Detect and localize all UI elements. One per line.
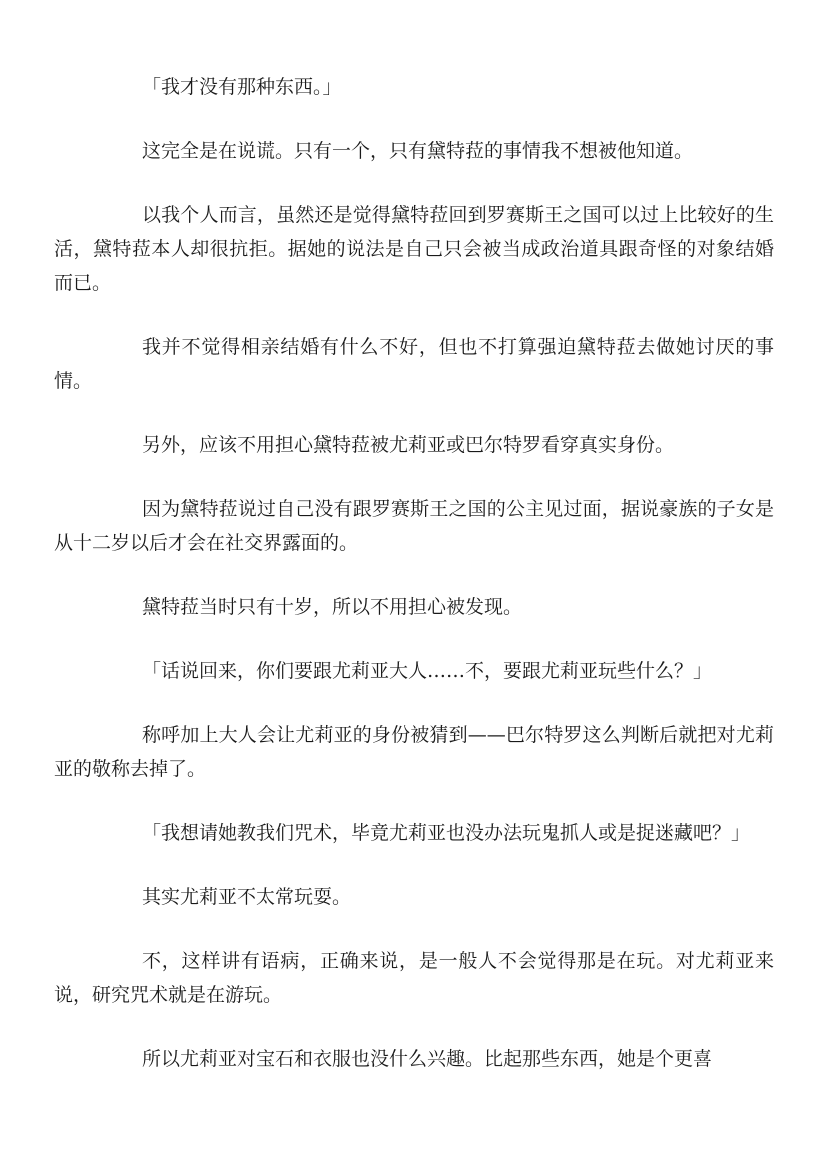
document-page [54, 70, 774, 1106]
paragraph: 「我才没有那种东西。」 [142, 76, 342, 98]
paragraph: 以我个人而言，虽然还是觉得黛特菈回到罗赛斯王之国可以过上比较好的生活，黛特菈本人却很抗拒。据她的说法是自己只会被当成政治道具跟奇怪的对象结婚而已。 [54, 204, 774, 294]
paragraph: 「话说回来，你们要跟尤莉亚大人……不，要跟尤莉亚玩些什么？」 [142, 660, 713, 682]
paragraph: 「我想请她教我们咒术，毕竟尤莉亚也没办法玩鬼抓人或是捉迷藏吧？」 [142, 822, 751, 844]
paragraph: 黛特菈当时只有十岁，所以不用担心被发现。 [142, 596, 523, 618]
paragraph: 因为黛特菈说过自己没有跟罗赛斯王之国的公主见过面，据说豪族的子女是从十二岁以后才会在社交界露面的。 [54, 498, 774, 554]
paragraph: 不，这样讲有语病，正确来说，是一般人不会觉得那是在玩。对尤莉亚来说，研究咒术就是在游玩。 [54, 950, 774, 1006]
paragraph: 所以尤莉亚对宝石和衣服也没什么兴趣。比起那些东西，她是个更喜 [142, 1048, 713, 1070]
paragraph: 其实尤莉亚不太常玩耍。 [142, 886, 352, 908]
paragraph: 我并不觉得相亲结婚有什么不好，但也不打算强迫黛特菈去做她讨厌的事情。 [54, 336, 774, 392]
paragraph: 这完全是在说谎。只有一个，只有黛特菈的事情我不想被他知道。 [142, 140, 694, 162]
paragraph: 另外，应该不用担心黛特菈被尤莉亚或巴尔特罗看穿真实身份。 [142, 434, 675, 456]
paragraph: 称呼加上大人会让尤莉亚的身份被猜到——巴尔特罗这么判断后就把对尤莉亚的敬称去掉了。 [54, 724, 774, 780]
